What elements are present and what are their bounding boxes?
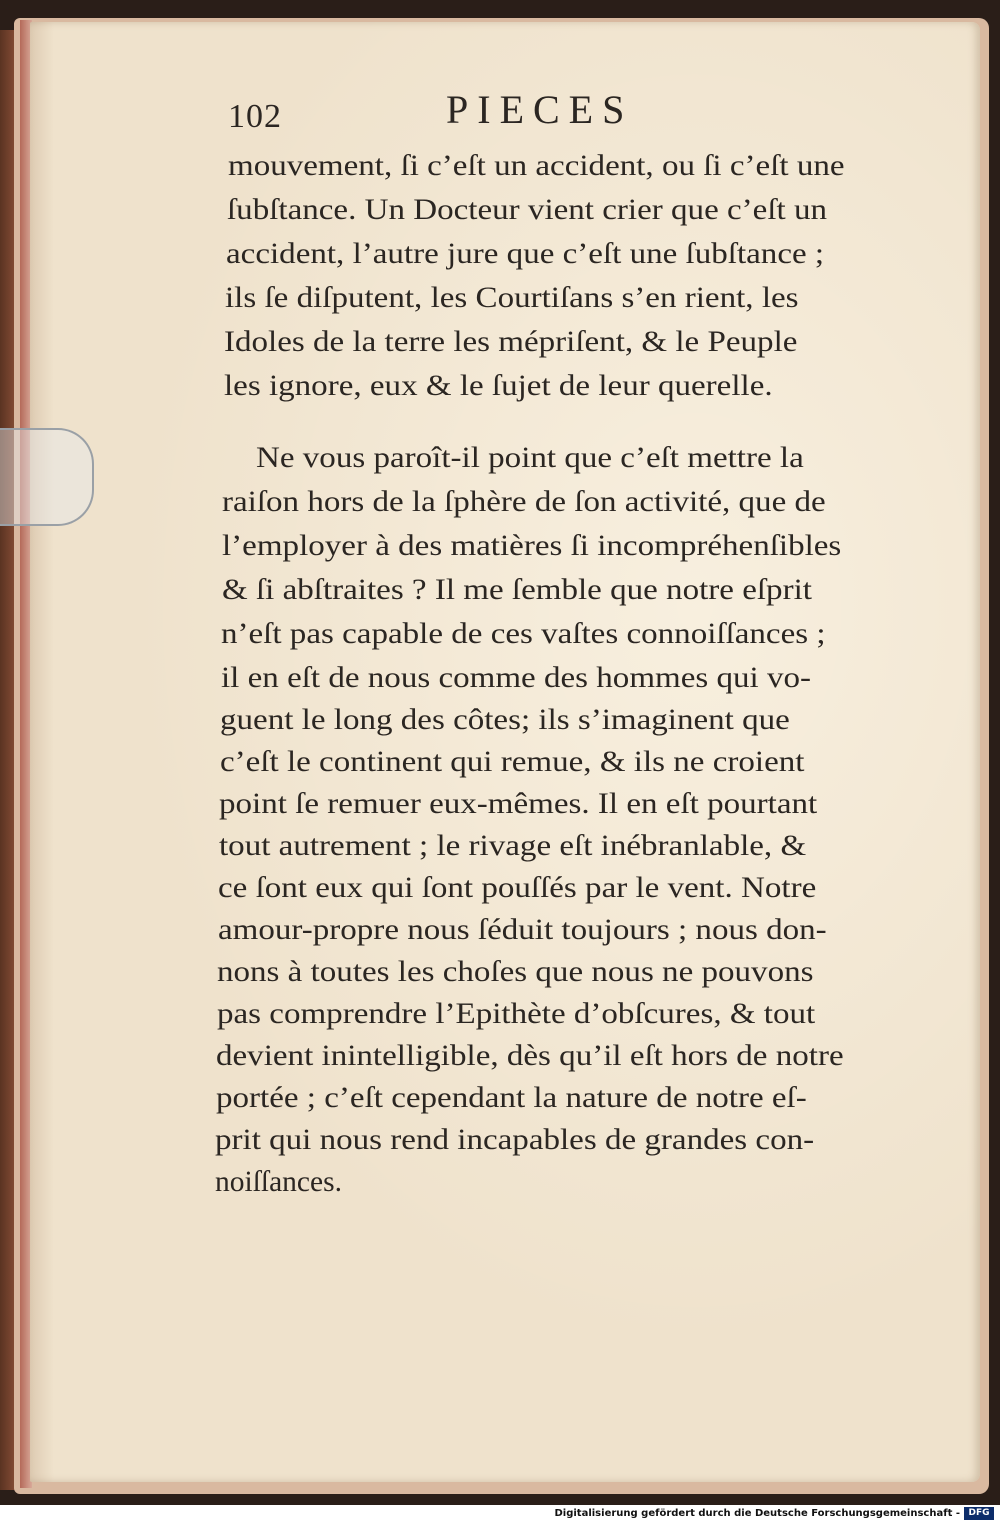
text-line: c’eſt le continent qui remue, & ils ne croient xyxy=(220,746,805,778)
text-line: n’eſt pas capable de ces vaſtes connoiſſances ; xyxy=(221,618,826,650)
digitization-credit: Digitalisierung gefördert durch die Deutsche Forschungsgemeinschaft - xyxy=(554,1508,960,1519)
book-page xyxy=(30,22,980,1482)
text-line: point ſe remuer eux-mêmes. Il en eſt pourtant xyxy=(219,788,818,820)
text-line: guent le long des côtes; ils s’imaginent que xyxy=(220,704,790,736)
page-clip xyxy=(0,428,94,526)
text-line: nons à toutes les choſes que nous ne pouvons xyxy=(217,956,814,988)
text-line: prit qui nous rend incapables de grandes con- xyxy=(215,1124,815,1156)
text-line: pas comprendre l’Epithète d’obſcures, & tout xyxy=(217,998,816,1030)
text-line: noiſſances. xyxy=(215,1166,342,1198)
text-line: raiſon hors de la ſphère de ſon activité, que de xyxy=(222,486,826,518)
page-number: 102 xyxy=(228,98,282,135)
text-line: tout autrement ; le rivage eſt inébranlable, & xyxy=(219,830,807,862)
text-line: l’employer à des matières ſi incompréhenſibles xyxy=(222,530,842,562)
text-line: Idoles de la terre les mépriſent, & le Peuple xyxy=(224,326,798,358)
text-line: & ſi abſtraites ? Il me ſemble que notre eſprit xyxy=(222,574,812,606)
dfg-logo: DFG xyxy=(964,1507,994,1520)
text-line: ſubſtance. Un Docteur vient crier que c’eſt un xyxy=(227,194,827,226)
text-line: mouvement, ſi c’eſt un accident, ou ſi c’eſt une xyxy=(228,150,845,182)
text-line: accident, l’autre jure que c’eſt une ſubſtance ; xyxy=(226,238,825,270)
text-line: ils ſe diſputent, les Courtiſans s’en rient, les xyxy=(225,282,799,314)
text-line: il en eſt de nous comme des hommes qui vo- xyxy=(221,662,812,694)
text-line: ce ſont eux qui ſont pouſſés par le vent. Notre xyxy=(218,872,817,904)
text-line: Ne vous paroît-il point que c’eſt mettre la xyxy=(256,442,804,474)
running-title: PIECES xyxy=(446,87,634,132)
text-line: amour-propre nous ſéduit toujours ; nous don- xyxy=(218,914,827,946)
text-line: les ignore, eux & le ſujet de leur querelle. xyxy=(224,370,773,402)
text-line: portée ; c’eſt cependant la nature de notre eſ- xyxy=(216,1082,807,1114)
text-line: devient inintelligible, dès qu’il eſt hors de notre xyxy=(216,1040,844,1072)
